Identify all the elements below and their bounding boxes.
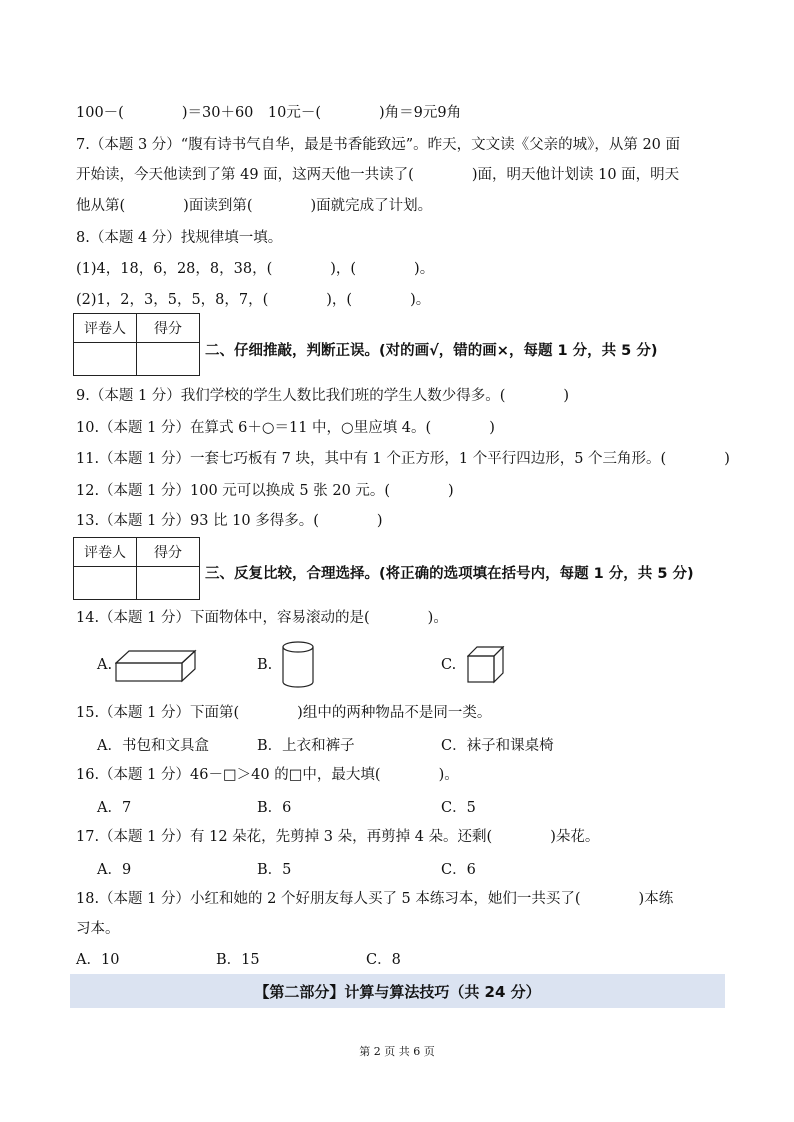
score-cell[interactable] [137, 343, 200, 376]
part-2-banner: 【第二部分】计算与算法技巧（共 24 分） [70, 974, 725, 1008]
question-11: 11.（本题 1 分）一套七巧板有 7 块，其中有 1 个正方形，1 个平行四边形，5 个三角形。( ) [76, 451, 730, 467]
grader-label: 评卷人 [74, 538, 137, 567]
cuboid-icon[interactable] [115, 649, 197, 683]
question-18-line-1: 18.（本题 1 分）小红和她的 2 个好朋友每人买了 5 本练习本，她们一共买了( )本练 [76, 891, 674, 907]
grader-cell[interactable] [74, 343, 137, 376]
question-13: 13.（本题 1 分）93 比 10 多得多。( ) [76, 513, 383, 529]
question-9: 9.（本题 1 分）我们学校的学生人数比我们班的学生人数少得多。( ) [76, 388, 570, 404]
q17-option-c[interactable]: C．6 [441, 862, 476, 878]
question-8-part-1: (1)4，18，6，28，8，38，( )，( )。 [76, 261, 435, 277]
cylinder-icon[interactable] [281, 641, 315, 689]
q16-option-b[interactable]: B．6 [257, 800, 292, 816]
q14-option-a-label: A. [97, 657, 113, 673]
question-10: 10.（本题 1 分）在算式 6＋○＝11 中，○里应填 4。( ) [76, 420, 495, 436]
question-7-line-3: 他从第( )面读到第( )面就完成了计划。 [76, 198, 433, 214]
q17-option-a[interactable]: A．9 [97, 862, 132, 878]
question-7-line-1: 7.（本题 3 分）“腹有诗书气自华，最是书香能致远”。昨天，文文读《父亲的城》，从第 20 面 [76, 137, 681, 153]
q18-option-b[interactable]: B．15 [216, 952, 260, 968]
section-3-title: 三、反复比较，合理选择。(将正确的选项填在括号内，每题 1 分，共 5 分) [205, 566, 694, 582]
cube-icon[interactable] [467, 646, 505, 684]
question-16: 16.（本题 1 分）46－□＞40 的□中，最大填( )。 [76, 767, 459, 783]
section-2-title: 二、仔细推敲，判断正误。(对的画√，错的画×，每题 1 分，共 5 分) [205, 343, 658, 359]
score-label: 得分 [137, 538, 200, 567]
question-17: 17.（本题 1 分）有 12 朵花，先剪掉 3 朵，再剪掉 4 朵。还剩( )朵花。 [76, 829, 600, 845]
question-14: 14.（本题 1 分）下面物体中，容易滚动的是( )。 [76, 610, 448, 626]
q16-option-c[interactable]: C．5 [441, 800, 476, 816]
question-8: 8.（本题 4 分）找规律填一填。 [76, 230, 283, 246]
question-8-part-2: (2)1，2，3，5，5，8，7，( )，( )。 [76, 292, 431, 308]
question-15: 15.（本题 1 分）下面第( )组中的两种物品不是同一类。 [76, 705, 492, 721]
grader-label: 评卷人 [74, 314, 137, 343]
question-18-line-2: 习本。 [76, 921, 120, 937]
q18-option-c[interactable]: C．8 [366, 952, 401, 968]
score-table-section-3 [73, 537, 200, 600]
q15-option-c[interactable]: C．袜子和课桌椅 [441, 738, 554, 754]
q17-option-b[interactable]: B．5 [257, 862, 292, 878]
page-footer: 第 2 页 共 6 页 [359, 1045, 435, 1058]
score-table-section-2 [73, 313, 200, 376]
q14-option-b-label: B. [257, 657, 273, 673]
question-12: 12.（本题 1 分）100 元可以换成 5 张 20 元。( ) [76, 483, 454, 499]
q18-option-a[interactable]: A．10 [76, 952, 120, 968]
q16-option-a[interactable]: A．7 [97, 800, 132, 816]
grader-cell[interactable] [74, 567, 137, 600]
question-7-line-2: 开始读，今天他读到了第 49 面，这两天他一共读了( )面，明天他计划读 10 面，明天 [76, 167, 680, 183]
q14-option-c-label: C. [441, 657, 457, 673]
q15-option-b[interactable]: B．上衣和裤子 [257, 738, 355, 754]
question-6-continued: 100－( )＝30＋60 10元－( )角＝9元9角 [76, 105, 462, 121]
score-cell[interactable] [137, 567, 200, 600]
q15-option-a[interactable]: A．书包和文具盒 [97, 738, 209, 754]
score-label: 得分 [137, 314, 200, 343]
